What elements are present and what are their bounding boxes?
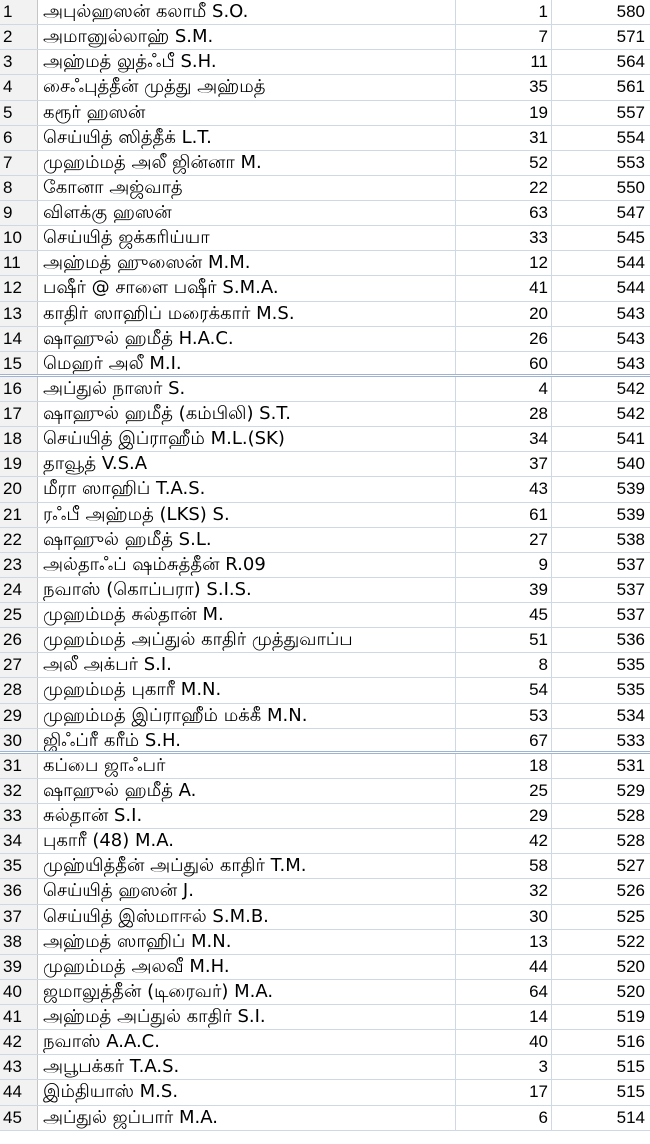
table-row [0, 854, 650, 879]
cell-name[interactable]: அபுல்ஹஸன் கலாமீ S.O. [38, 0, 456, 24]
table-row [0, 578, 650, 603]
cell-number[interactable]: 41 [456, 276, 552, 300]
cell-number[interactable]: 4 [456, 377, 552, 401]
table-row [0, 201, 650, 226]
cell-name[interactable]: விளக்கு ஹஸன் [38, 201, 456, 225]
cell-name[interactable]: மெஹர் அலீ M.I. [38, 352, 456, 374]
cell-name[interactable]: அப்துல் ஜப்பார் M.A. [38, 1106, 456, 1130]
table-row [0, 503, 650, 528]
cell-name[interactable]: கரூர் ஹஸன் [38, 101, 456, 125]
row-number-header[interactable]: 9 [0, 201, 38, 225]
table-row [0, 905, 650, 930]
cell-name[interactable]: புகாரீ (48) M.A. [38, 829, 456, 853]
table-row [0, 804, 650, 829]
table-row [0, 402, 650, 427]
cell-name[interactable]: செய்யித் இப்ராஹீம் M.L.(SK) [38, 427, 456, 451]
row-number-header[interactable]: 10 [0, 226, 38, 250]
cell-score[interactable]: 557 [616, 102, 645, 122]
cell-number[interactable]: 67 [456, 729, 552, 751]
row-number-header[interactable]: 7 [0, 151, 38, 175]
table-row [0, 829, 650, 854]
cell-score[interactable]: 534 [616, 705, 645, 725]
cell-name[interactable]: அஹ்மத் லுத்ஃபீ S.H. [38, 50, 456, 74]
row-number-header[interactable]: 29 [0, 704, 38, 728]
cell-name[interactable]: ஷாஹுல் ஹமீத் A. [38, 779, 456, 803]
cell-score[interactable]: 564 [616, 52, 645, 72]
cell-score[interactable]: 545 [616, 228, 645, 248]
cell-number[interactable]: 37 [456, 452, 552, 476]
row-number-header[interactable]: 39 [0, 955, 38, 979]
cell-score[interactable]: 527 [616, 856, 645, 876]
table-row [0, 126, 650, 151]
table-row [0, 678, 650, 703]
cell-name[interactable]: ஜமாலுத்தீன் (டிரைவர்) M.A. [38, 980, 456, 1004]
table-row [0, 226, 650, 251]
row-number-header[interactable]: 8 [0, 176, 38, 200]
cell-name[interactable]: செய்யித் ஸித்தீக் L.T. [38, 126, 456, 150]
cell-number[interactable]: 17 [456, 1080, 552, 1104]
cell-score[interactable]: 520 [616, 956, 645, 976]
cell-name[interactable]: அலீ அக்பர் S.I. [38, 653, 456, 677]
cell-number[interactable]: 27 [456, 528, 552, 552]
table-row [0, 327, 650, 352]
row-number-header[interactable]: 21 [0, 503, 38, 527]
cell-score[interactable]: 538 [616, 529, 645, 549]
row-number-header[interactable]: 44 [0, 1080, 38, 1104]
cell-name[interactable]: செய்யித் இஸ்மாஈல் S.M.B. [38, 905, 456, 929]
cell-number[interactable]: 60 [456, 352, 552, 374]
cell-score[interactable]: 531 [616, 755, 645, 775]
table-row [0, 1080, 650, 1105]
cell-name[interactable]: அபூபக்கர் T.A.S. [38, 1055, 456, 1079]
cell-number[interactable]: 33 [456, 226, 552, 250]
cell-score[interactable]: 547 [616, 203, 645, 222]
cell-score[interactable]: 537 [616, 605, 645, 624]
row-number-header[interactable]: 26 [0, 628, 38, 652]
row-number-header[interactable]: 31 [0, 754, 38, 778]
row-number-header[interactable]: 20 [0, 477, 38, 501]
table-row [0, 151, 650, 176]
cell-score[interactable]: 537 [616, 579, 645, 599]
cell-number[interactable]: 40 [456, 1030, 552, 1054]
cell-number[interactable]: 8 [456, 653, 552, 677]
table-row [0, 779, 650, 804]
table-row [0, 980, 650, 1005]
row-number-header[interactable]: 2 [0, 25, 38, 49]
cell-number[interactable]: 61 [456, 503, 552, 527]
table-row [0, 25, 650, 50]
cell-score[interactable]: 520 [616, 981, 645, 1001]
cell-score[interactable]: 539 [616, 479, 645, 499]
table-row [0, 955, 650, 980]
cell-score[interactable]: 516 [616, 1032, 645, 1052]
cell-number[interactable]: 29 [456, 804, 552, 828]
cell-number[interactable]: 43 [456, 477, 552, 501]
cell-name[interactable]: அஹ்மத் ஸாஹிப் M.N. [38, 930, 456, 954]
cell-score[interactable]: 544 [616, 253, 645, 273]
table-row [0, 1106, 650, 1131]
table-row [0, 528, 650, 553]
cell-name[interactable]: முஹம்மத் அப்துல் காதிர் முத்துவாப்ப [38, 628, 456, 652]
cell-score[interactable]: 539 [616, 504, 645, 524]
cell-score[interactable]: 519 [616, 1007, 645, 1026]
cell-name[interactable]: சுல்தான் S.I. [38, 804, 456, 828]
cell-number[interactable]: 18 [456, 754, 552, 778]
cell-number[interactable]: 7 [456, 25, 552, 49]
cell-score[interactable]: 528 [616, 831, 645, 851]
row-number-header[interactable]: 35 [0, 854, 38, 878]
cell-score[interactable]: 543 [616, 303, 645, 323]
cell-number[interactable]: 39 [456, 578, 552, 602]
cell-name[interactable]: ஷாஹுல் ஹமீத் (கம்பிலி) S.T. [38, 402, 456, 426]
row-number-header[interactable]: 41 [0, 1005, 38, 1029]
cell-number[interactable]: 11 [456, 50, 552, 74]
cell-number[interactable]: 58 [456, 854, 552, 878]
table-row [0, 628, 650, 653]
cell-score[interactable]: 553 [616, 152, 645, 172]
cell-score[interactable]: 544 [616, 278, 645, 298]
cell-number[interactable]: 64 [456, 980, 552, 1004]
cell-name[interactable]: செய்யித் ஜக்கரிய்யா [38, 226, 456, 250]
cell-score[interactable]: 542 [616, 378, 645, 398]
cell-score[interactable]: 543 [616, 328, 645, 348]
table-row [0, 477, 650, 502]
row-number-header[interactable]: 45 [0, 1106, 38, 1130]
cell-name[interactable]: முஹம்மத் புகாரீ M.N. [38, 678, 456, 702]
row-number-header[interactable]: 3 [0, 50, 38, 74]
cell-score[interactable]: 543 [616, 353, 645, 373]
table-row [0, 1030, 650, 1055]
cell-number[interactable]: 25 [456, 779, 552, 803]
table-row [0, 251, 650, 276]
cell-name[interactable]: நவாஸ் (கொப்பரா) S.I.S. [38, 578, 456, 602]
cell-score[interactable]: 522 [616, 931, 645, 951]
cell-score[interactable]: 571 [616, 27, 645, 47]
row-number-header[interactable]: 12 [0, 276, 38, 300]
row-number-header[interactable]: 34 [0, 829, 38, 853]
cell-score[interactable]: 535 [616, 680, 645, 700]
cell-score[interactable]: 529 [616, 780, 645, 800]
table-row [0, 603, 650, 628]
cell-score[interactable]: 580 [616, 2, 645, 21]
cell-name[interactable]: கோனா அஜ்வாத் [38, 176, 456, 200]
cell-number[interactable]: 13 [456, 930, 552, 954]
row-number-header[interactable]: 6 [0, 126, 38, 150]
row-number-header[interactable]: 23 [0, 553, 38, 577]
cell-name[interactable]: அமானுல்லாஹ் S.M. [38, 25, 456, 49]
table-row [0, 653, 650, 678]
cell-number[interactable]: 31 [456, 126, 552, 150]
cell-number[interactable]: 52 [456, 151, 552, 175]
cell-number[interactable]: 9 [456, 553, 552, 577]
cell-score[interactable]: 554 [616, 127, 645, 147]
cell-number[interactable]: 44 [456, 955, 552, 979]
cell-score[interactable]: 533 [616, 730, 645, 750]
cell-name[interactable]: முஹம்மத் அலவீ M.H. [38, 955, 456, 979]
table-row [0, 302, 650, 327]
row-number-header[interactable]: 43 [0, 1055, 38, 1079]
table-row [0, 50, 650, 75]
cell-name[interactable]: கப்பை ஜாஃபர் [38, 754, 456, 778]
row-number-header[interactable]: 32 [0, 779, 38, 803]
cell-number[interactable]: 14 [456, 1005, 552, 1029]
cell-score[interactable]: 526 [616, 881, 645, 901]
table-row [0, 553, 650, 578]
cell-number[interactable]: 12 [456, 251, 552, 275]
row-number-header[interactable]: 14 [0, 327, 38, 351]
table-row [0, 176, 650, 201]
cell-name[interactable]: ரஃபீ அஹ்மத் (LKS) S. [38, 503, 456, 527]
cell-score[interactable]: 514 [616, 1107, 645, 1127]
cell-name[interactable]: காதிர் ஸாஹிப் மரைக்கார் M.S. [38, 302, 456, 326]
cell-name[interactable]: ஜிஃப்ரீ கரீம் S.H. [38, 729, 456, 751]
cell-number[interactable]: 1 [456, 0, 552, 24]
row-number-header[interactable]: 18 [0, 427, 38, 451]
cell-number[interactable]: 51 [456, 628, 552, 652]
row-number-header[interactable]: 16 [0, 377, 38, 401]
cell-name[interactable]: ஷாஹுல் ஹமீத் S.L. [38, 528, 456, 552]
cell-name[interactable]: பஷீர் @ சாளை பஷீர் S.M.A. [38, 276, 456, 300]
row-number-header[interactable]: 38 [0, 930, 38, 954]
table-row [0, 452, 650, 477]
table-row [0, 1005, 650, 1030]
row-number-header[interactable]: 24 [0, 578, 38, 602]
cell-name[interactable]: முஹம்மத் சுல்தான் M. [38, 603, 456, 627]
row-number-header[interactable]: 19 [0, 452, 38, 476]
cell-number[interactable]: 54 [456, 678, 552, 702]
table-row [0, 352, 650, 377]
cell-number[interactable]: 6 [456, 1106, 552, 1130]
cell-number[interactable]: 45 [456, 603, 552, 627]
table-row [0, 101, 650, 126]
row-number-header[interactable]: 13 [0, 302, 38, 326]
row-number-header[interactable]: 25 [0, 603, 38, 627]
row-number-header[interactable]: 28 [0, 678, 38, 702]
cell-name[interactable]: முஹ்யித்தீன் அப்துல் காதிர் T.M. [38, 854, 456, 878]
row-number-header[interactable]: 22 [0, 528, 38, 552]
cell-name[interactable]: செய்யித் ஹஸன் J. [38, 879, 456, 903]
cell-number[interactable]: 35 [456, 75, 552, 99]
cell-name[interactable]: அல்தாஃப் ஷம்சுத்தீன் R.09 [38, 553, 456, 577]
cell-name[interactable]: முஹம்மத் அலீ ஜின்னா M. [38, 151, 456, 175]
row-number-header[interactable]: 11 [0, 251, 38, 275]
cell-number[interactable]: 63 [456, 201, 552, 225]
cell-name[interactable]: அப்துல் நாஸர் S. [38, 377, 456, 401]
cell-name[interactable]: ஷாஹுல் ஹமீத் H.A.C. [38, 327, 456, 351]
cell-name[interactable]: மீரா ஸாஹிப் T.A.S. [38, 477, 456, 501]
cell-number[interactable]: 34 [456, 427, 552, 451]
row-number-header[interactable]: 42 [0, 1030, 38, 1054]
cell-score[interactable]: 550 [616, 177, 645, 197]
cell-score[interactable]: 536 [616, 630, 645, 650]
table-row [0, 75, 650, 100]
cell-number[interactable]: 3 [456, 1055, 552, 1079]
table-row [0, 879, 650, 904]
cell-number[interactable]: 30 [456, 905, 552, 929]
cell-name[interactable]: தாவூத் V.S.A [38, 452, 456, 476]
cell-score[interactable]: 541 [616, 429, 645, 449]
row-number-header[interactable]: 27 [0, 653, 38, 677]
cell-number[interactable]: 32 [456, 879, 552, 903]
table-row [0, 930, 650, 955]
table-row [0, 754, 650, 779]
row-number-header[interactable]: 5 [0, 101, 38, 125]
row-number-header[interactable]: 30 [0, 729, 38, 751]
cell-number[interactable]: 22 [456, 176, 552, 200]
cell-number[interactable]: 26 [456, 327, 552, 351]
cell-number[interactable]: 42 [456, 829, 552, 853]
row-number-header[interactable]: 1 [0, 0, 38, 24]
cell-number[interactable]: 19 [456, 101, 552, 125]
cell-name[interactable]: அஹ்மத் அப்துல் காதிர் S.I. [38, 1005, 456, 1029]
table-row [0, 1055, 650, 1080]
cell-name[interactable]: முஹம்மத் இப்ராஹீம் மக்கீ M.N. [38, 704, 456, 728]
cell-score[interactable]: 542 [616, 404, 645, 423]
table-row [0, 729, 650, 754]
cell-number[interactable]: 20 [456, 302, 552, 326]
cell-score[interactable]: 561 [616, 77, 645, 97]
cell-number[interactable]: 28 [456, 402, 552, 426]
cell-score[interactable]: 528 [616, 806, 645, 825]
row-number-header[interactable]: 17 [0, 402, 38, 426]
table-row [0, 276, 650, 301]
row-number-header[interactable]: 36 [0, 879, 38, 903]
cell-number[interactable]: 53 [456, 704, 552, 728]
row-number-header[interactable]: 37 [0, 905, 38, 929]
row-number-header[interactable]: 33 [0, 804, 38, 828]
cell-score[interactable]: 537 [616, 554, 645, 574]
cell-name[interactable]: நவாஸ் A.A.C. [38, 1030, 456, 1054]
cell-name[interactable]: அஹ்மத் ஹுஸைன் M.M. [38, 251, 456, 275]
cell-score[interactable]: 525 [616, 906, 645, 926]
cell-name[interactable]: இம்தியாஸ் M.S. [38, 1080, 456, 1104]
table-row [0, 377, 650, 402]
table-row [0, 704, 650, 729]
row-number-header[interactable]: 4 [0, 75, 38, 99]
row-number-header[interactable]: 40 [0, 980, 38, 1004]
cell-score[interactable]: 515 [616, 1082, 645, 1102]
table-row [0, 427, 650, 452]
cell-name[interactable]: சைஃபுத்தீன் முத்து அஹ்மத் [38, 75, 456, 99]
row-number-header[interactable]: 15 [0, 352, 38, 374]
cell-score[interactable]: 535 [616, 655, 645, 675]
cell-score[interactable]: 515 [616, 1057, 645, 1077]
cell-score[interactable]: 540 [616, 454, 645, 474]
table-row [0, 0, 650, 25]
